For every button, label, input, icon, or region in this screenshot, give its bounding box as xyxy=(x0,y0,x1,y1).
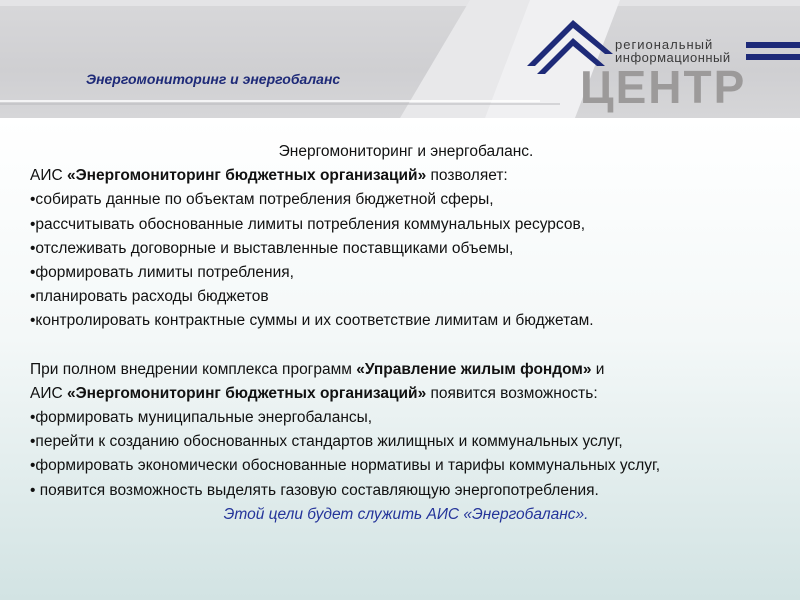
list-item: •отслеживать договорные и выставленные поставщиками объемы, xyxy=(30,239,514,257)
page-title: Энергомониторинг и энергобаланс xyxy=(86,71,341,87)
slide-body xyxy=(30,140,782,527)
implementation-prefix: АИС xyxy=(30,384,67,402)
list-item: •планировать расходы бюджетов xyxy=(30,288,269,306)
implementation-suffix: появится возможность: xyxy=(426,384,598,402)
list-item: •формировать лимиты потребления, xyxy=(30,264,294,282)
intro-paragraph xyxy=(30,164,782,188)
intro-suffix: позволяет: xyxy=(426,167,508,185)
implementation-paragraph-line1 xyxy=(30,358,782,382)
list-item: •рассчитывать обоснованные лимиты потребления коммунальных ресурсов, xyxy=(30,215,586,233)
logo-line-center: ЦЕНТР xyxy=(580,61,747,113)
logo-line-regional: региональный xyxy=(615,37,714,52)
list-item: • появится возможность выделять газовую составляющую энергопотребления. xyxy=(30,481,599,499)
implementation-text: При полном внедрении комплекса программ xyxy=(30,360,357,378)
implementation-conjunction: и xyxy=(591,360,605,378)
list-item: •формировать экономически обоснованные нормативы и тарифы коммунальных услуг, xyxy=(30,457,661,475)
housing-program-name: «Управление жилым фондом» xyxy=(356,360,592,378)
list-item: •перейти к созданию обоснованных стандартов жилищных и коммунальных услуг, xyxy=(30,433,623,451)
body-heading: Энергомониторинг и энергобаланс. xyxy=(278,143,534,160)
implementation-paragraph-line2 xyxy=(30,382,782,406)
closing-statement: Этой цели будет служить АИС «Энергобаланс». xyxy=(223,505,589,523)
slide-header xyxy=(0,0,800,118)
intro-system-name: «Энергомониторинг бюджетных организаций» xyxy=(66,167,427,185)
list-item: •собирать данные по объектам потребления бюджетной сферы, xyxy=(30,191,494,209)
logo-line-informational: информационный xyxy=(615,50,731,65)
logo-stripes xyxy=(746,40,800,66)
list-item: •формировать муниципальные энергобалансы, xyxy=(30,409,373,427)
intro-prefix: АИС xyxy=(30,167,67,185)
implementation-system-name: «Энергомониторинг бюджетных организаций» xyxy=(66,384,427,402)
list-item: •контролировать контрактные суммы и их соответствие лимитам и бюджетам. xyxy=(30,312,594,330)
